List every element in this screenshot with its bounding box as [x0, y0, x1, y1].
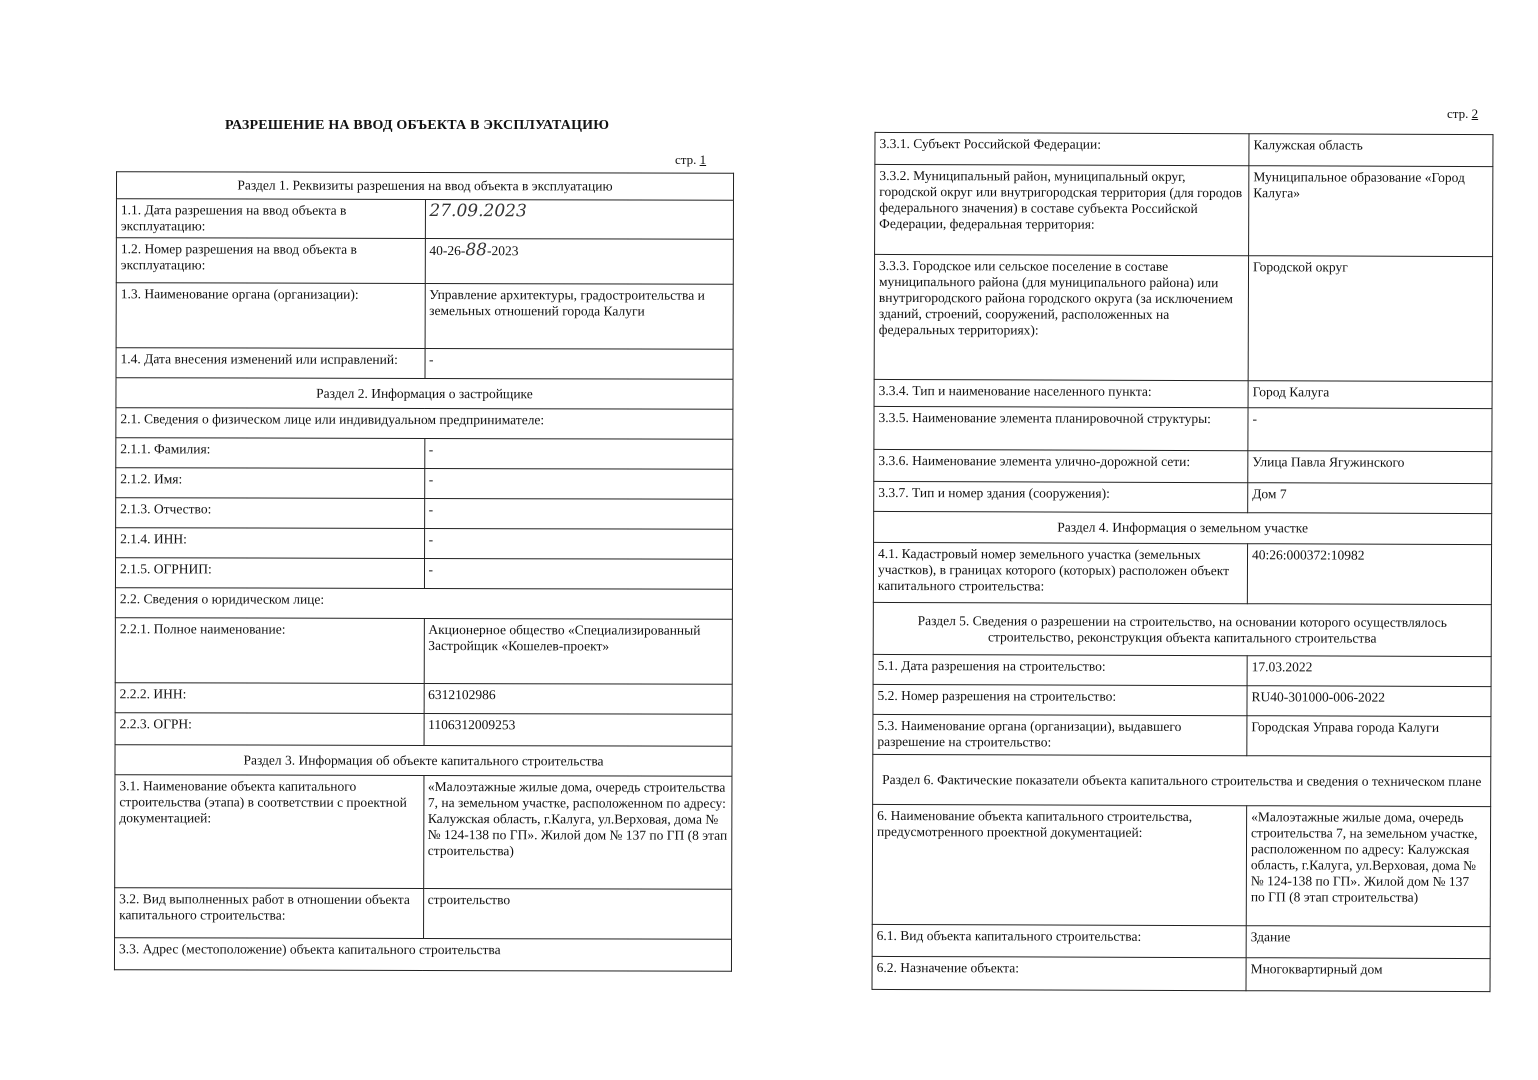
handwritten-date: 27.09.2023 [425, 200, 734, 240]
field-value: Управление архитектуры, градостроительства и земельных отношений города Калуги [425, 284, 734, 350]
section-header: Раздел 4. Информация о земельном участке [874, 511, 1492, 544]
page-number-1 [675, 152, 706, 168]
field-label: 1.2. Номер разрешения на ввод объекта в эксплуатацию: [116, 238, 425, 284]
field-value: Городская Управа города Калуги [1247, 716, 1491, 757]
table-row [875, 132, 1493, 166]
table-row [874, 449, 1492, 483]
field-label: 3.3.3. Городское или сельское поселение в составе муниципального района (для муниципального района) или внутригородского района городского округа (за исключением зданий, строений, сооружений, расположенных на федеральных территориях): [874, 254, 1248, 380]
field-value [425, 239, 734, 285]
field-label: 6. Наименование объекта капитального строительства, предусмотренного проектной документацией: [872, 804, 1246, 925]
field-value: строительство [423, 888, 732, 939]
table-row [872, 804, 1490, 926]
field-label: 5.3. Наименование органа (организации), выдавшего разрешение на строительство: [873, 714, 1247, 755]
table-row [116, 283, 733, 350]
field-label: 2.2.3. ОГРН: [115, 713, 424, 746]
field-label: 1.1. Дата разрешения на ввод объекта в эксплуатацию: [116, 199, 425, 239]
section-header-row [116, 172, 733, 201]
page-label: стр. [1447, 106, 1469, 121]
field-value: Акционерное общество «Специализированный Застройщик «Кошелев-проект» [424, 618, 733, 684]
table-row [874, 254, 1492, 381]
permit-table-page-1 [114, 171, 734, 972]
table-row [115, 618, 732, 685]
field-label: 2.1.5. ОГРНИП: [115, 558, 424, 589]
field-value: - [424, 439, 733, 470]
table-row [116, 468, 733, 500]
subsection-label: 3.3. Адрес (местоположение) объекта капитального строительства [114, 938, 731, 972]
table-row [873, 684, 1491, 716]
section-header: Раздел 6. Фактические показатели объекта капитального строительства и сведения о техническом плане [873, 754, 1491, 806]
table-row [116, 498, 733, 530]
table-row [116, 408, 733, 440]
field-label: 2.1.4. ИНН: [116, 528, 425, 559]
field-value: Многоквартирный дом [1246, 958, 1490, 992]
section-header: Раздел 3. Информация об объекте капитального строительства [115, 745, 732, 777]
table-row [116, 438, 733, 470]
field-value: 17.03.2022 [1247, 656, 1491, 687]
field-value: «Малоэтажные жилые дома, очередь строительства 7, на земельном участке, расположенном по адресу: Калужская область, г.Калуга, ул.Верховая, дома №№ 124-138 по ГП». Жилой дом № 137 по ГП (8 этап строительства) [1246, 806, 1490, 927]
field-label: 4.1. Кадастровый номер земельного участка (земельных участков), в границах которого (которых) расположен объект капитального строительства: [873, 542, 1247, 603]
document-title: РАЗРЕШЕНИЕ НА ВВОД ОБЪЕКТА В ЭКСПЛУАТАЦИЮ [225, 118, 610, 133]
table-row [873, 542, 1491, 604]
field-value: Муниципальное образование «Город Калуга» [1249, 166, 1493, 257]
section-header: Раздел 2. Информация о застройщике [116, 378, 733, 410]
table-row [116, 348, 733, 380]
table-row [874, 406, 1492, 451]
field-label: 2.1.3. Отчество: [116, 498, 425, 529]
handwritten-number: 88 [465, 240, 488, 261]
table-row [115, 888, 732, 940]
field-label: 2.1.2. Имя: [116, 468, 425, 499]
table-row [116, 238, 733, 285]
field-label: 3.3.2. Муниципальный район, муниципальный округ, городской округ или внутригородская территория (для городов федерального значения) в составе субъекта Российской Федерации, федеральная территория: [875, 164, 1249, 255]
field-value: Калужская область [1249, 134, 1493, 167]
section-header: Раздел 5. Сведения о разрешении на строительство, на основании которого осуществлялось строительство, реконструкция объекта капитального строительства [873, 602, 1491, 656]
field-label: 6.1. Вид объекта капитального строительства: [872, 924, 1246, 957]
table-row [873, 714, 1491, 756]
field-label: 3.3.1. Субъект Российской Федерации: [875, 132, 1249, 165]
field-label: 3.3.4. Тип и наименование населенного пункта: [874, 379, 1248, 407]
field-value: Городской округ [1248, 256, 1492, 382]
field-value: Здание [1246, 926, 1490, 959]
field-label: 5.1. Дата разрешения на строительство: [873, 654, 1247, 685]
section-header-row [116, 378, 733, 410]
table-row [872, 956, 1490, 991]
table-row [115, 558, 732, 590]
table-row [116, 528, 733, 560]
field-value: Улица Павла Ягужинского [1248, 451, 1492, 484]
page-number: 1 [699, 152, 707, 167]
field-label: 6.2. Назначение объекта: [872, 956, 1246, 990]
field-value: - [424, 499, 733, 530]
permit-table-page-2 [872, 132, 1494, 992]
section-header-row [873, 602, 1491, 656]
field-value: Дом 7 [1248, 483, 1492, 514]
field-value: - [424, 529, 733, 560]
field-label: 3.3.6. Наименование элемента улично-дорожной сети: [874, 449, 1248, 482]
field-label: 3.3.7. Тип и номер здания (сооружения): [874, 481, 1248, 512]
field-value: - [424, 469, 733, 500]
table-row [874, 379, 1492, 408]
value-suffix: -2023 [486, 243, 519, 259]
table-row [114, 938, 731, 972]
field-label: 3.2. Вид выполненных работ в отношении объекта капитального строительства: [115, 888, 424, 939]
field-value: 40:26:000372:10982 [1247, 544, 1491, 605]
field-value: Город Калуга [1248, 381, 1492, 409]
table-row [874, 481, 1492, 513]
field-label: 3.3.5. Наименование элемента планировочной структуры: [874, 406, 1248, 450]
field-label: 1.3. Наименование органа (организации): [116, 283, 425, 349]
field-value: RU40-301000-006-2022 [1247, 686, 1491, 717]
field-label: 5.2. Номер разрешения на строительство: [873, 684, 1247, 715]
field-value: 1106312009253 [424, 713, 733, 746]
page-label: стр. [675, 152, 697, 167]
section-header-row [115, 745, 732, 777]
table-row [115, 713, 732, 747]
field-value: - [1248, 408, 1492, 452]
subsection-label: 2.1. Сведения о физическом лице или индивидуальном предпринимателе: [116, 408, 733, 440]
field-label: 2.2.2. ИНН: [115, 683, 424, 714]
field-label: 3.1. Наименование объекта капитального строительства (этапа) в соответствии с проектной документацией: [115, 775, 424, 889]
table-row [115, 588, 732, 620]
section-header-row [874, 511, 1492, 544]
section-header: Раздел 1. Реквизиты разрешения на ввод объекта в эксплуатацию [116, 172, 733, 201]
table-row [115, 683, 732, 715]
field-label: 2.1.1. Фамилия: [116, 438, 425, 469]
table-row [115, 775, 732, 890]
table-row [872, 924, 1490, 958]
table-row [116, 199, 733, 240]
page-number-2 [1447, 106, 1478, 122]
table-row [873, 654, 1491, 686]
field-label: 1.4. Дата внесения изменений или исправлений: [116, 348, 425, 379]
field-label: 2.2.1. Полное наименование: [115, 618, 424, 684]
table-row [875, 164, 1493, 256]
field-value: - [424, 559, 733, 590]
subsection-label: 2.2. Сведения о юридическом лице: [115, 588, 732, 620]
value-prefix: 40-26- [429, 243, 466, 259]
field-value: «Малоэтажные жилые дома, очередь строительства 7, на земельном участке, расположенном по адресу: Калужская область, г.Калуга, ул.Верховая, дома №№ 124-138 по ГП». Жилой дом № 137 по ГП (8 этап строительства) [423, 775, 732, 889]
page-number: 2 [1471, 106, 1479, 121]
section-header-row [873, 754, 1491, 806]
field-value: - [425, 349, 734, 380]
field-value: 6312102986 [424, 683, 733, 714]
